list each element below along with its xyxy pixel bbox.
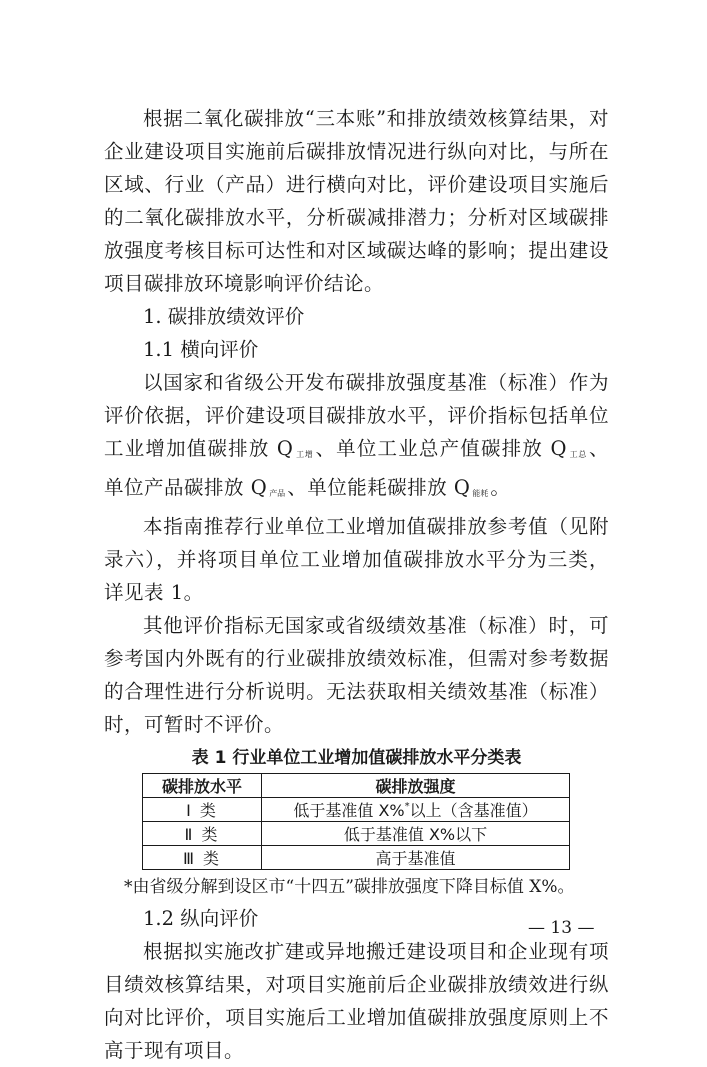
intensity-cell: 低于基准值 X%以下 — [262, 822, 570, 846]
intensity-cell — [262, 798, 570, 822]
table-header-cell: 碳排放水平 — [143, 774, 262, 798]
recommendation-paragraph: 本指南推荐行业单位工业增加值碳排放参考值（见附录六），并将项目单位工业增加值碳排放水平分为三类，详见表 1。 — [104, 515, 609, 604]
table-header-row — [143, 774, 570, 798]
table-row — [143, 798, 570, 822]
table-row — [143, 846, 570, 870]
level-cell: Ⅲ 类 — [143, 846, 262, 870]
section-heading-1-2: 1.2 纵向评价 — [143, 907, 259, 930]
page-number: — 13 — — [528, 918, 595, 938]
text-segment: 以国家和省级公开发布碳排放强度基准（标准）作为评价依据，评价建设项目碳排放水平，评价指标包括单位工业增加值碳排放 Q — [104, 371, 609, 460]
other-indicators-paragraph: 其他评价指标无国家或省级绩效基准（标准）时，可参考国内外既有的行业碳排放绩效标准，但需对参考数据的合理性进行分析说明。无法获取相关绩效基准（标准）时，可暂时不评价。 — [104, 614, 609, 736]
table-footnote: *由省级分解到设区市“十四五”碳排放强度下降目标值 X%。 — [124, 877, 575, 897]
subscript-label: 能耗 — [472, 489, 489, 498]
classification-table — [142, 773, 570, 870]
footnote-marker: * — [404, 801, 410, 812]
subscript-label: 工总 — [568, 450, 588, 459]
section-heading-1: 1. 碳排放绩效评价 — [143, 305, 305, 328]
table-row — [143, 822, 570, 846]
subscript-label: 产品 — [269, 489, 286, 498]
text-segment: 、单位产品碳排放 Q — [104, 437, 610, 499]
horizontal-evaluation-paragraph — [104, 366, 609, 510]
section-heading-1-1: 1.1 横向评价 — [143, 338, 259, 361]
intensity-text: 低于基准值 X% — [293, 801, 405, 820]
level-cell: Ⅱ 类 — [143, 822, 262, 846]
intro-paragraph: 根据二氧化碳排放“三本账”和排放绩效核算结果，对企业建设项目实施前后碳排放情况进行纵向对比，与所在区域、行业（产品）进行横向对比，评价建设项目实施后的二氧化碳排放水平，分析碳减排潜力；分析对区域碳排放强度考核目标可达性和对区域碳达峰的影响；提出建设项目碳排放环境影响评价结论。 — [104, 107, 609, 295]
intensity-cell: 高于基准值 — [262, 846, 570, 870]
text-segment: 。 — [490, 476, 511, 499]
table-caption: 表 1 行业单位工业增加值碳排放水平分类表 — [191, 748, 522, 768]
text-segment: 、单位能耗碳排放 Q — [287, 476, 471, 499]
intensity-text: 以上（含基准值） — [409, 801, 538, 820]
table-header-cell: 碳排放强度 — [262, 774, 570, 798]
text-segment: 、单位工业总产值碳排放 Q — [315, 437, 567, 460]
subscript-label: 工增 — [295, 450, 314, 459]
vertical-evaluation-paragraph: 根据拟实施改扩建或异地搬迁建设项目和企业现有项目绩效核算结果，对项目实施前后企业碳排放绩效进行纵向对比评价，项目实施后工业增加值碳排放强度原则上不高于现有项目。 — [104, 940, 609, 1062]
level-cell: Ⅰ 类 — [143, 798, 262, 822]
